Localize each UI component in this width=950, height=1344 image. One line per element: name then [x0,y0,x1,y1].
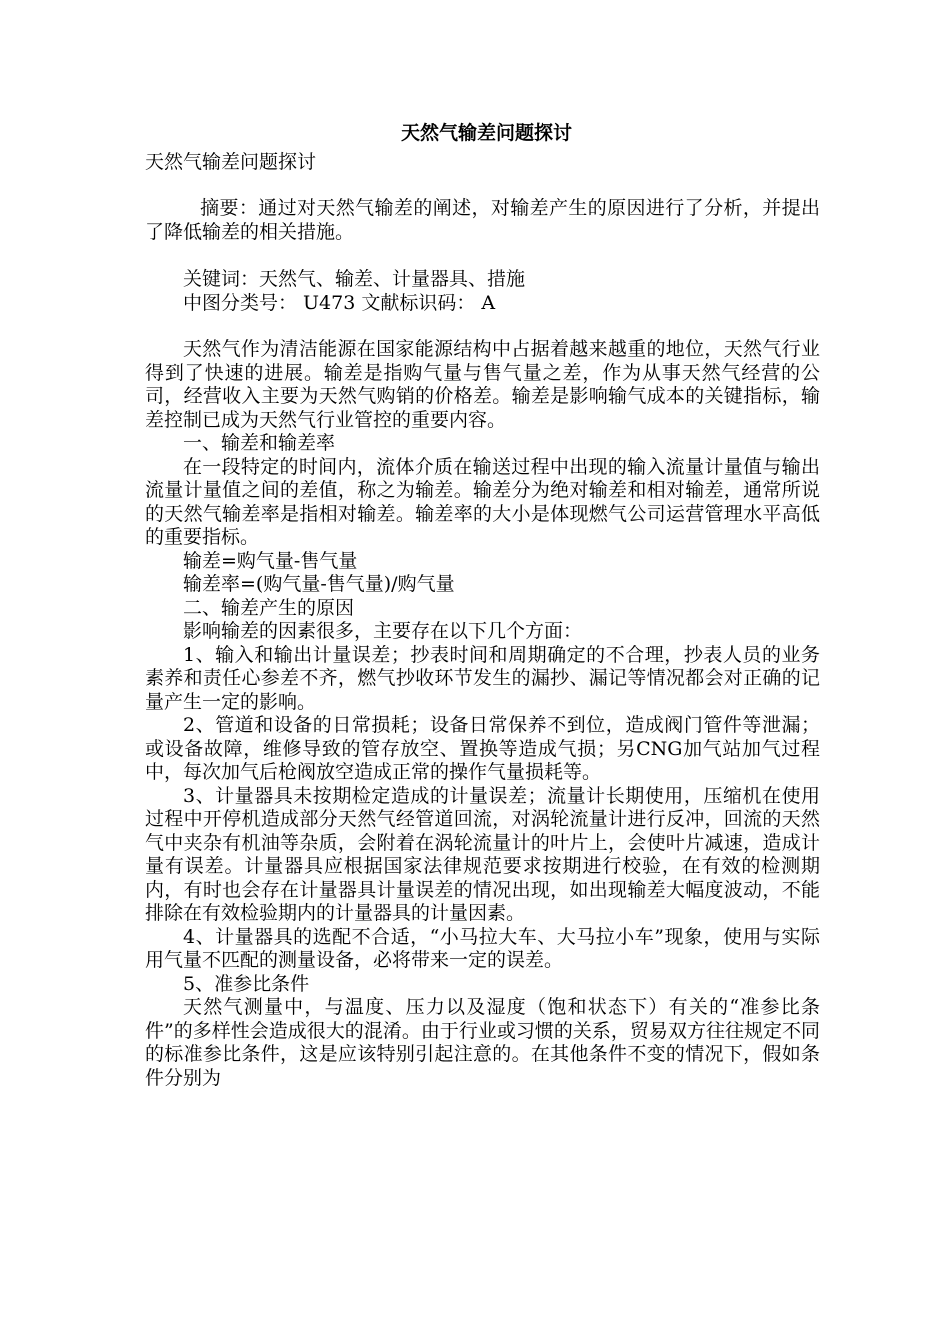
list-item-2: 2、管道和设备的日常损耗；设备日常保养不到位，造成阀门管件等泄漏；或设备故障，维修导致的管存放空、置换等造成气损；另CNG加气站加气过程中，每次加气后枪阀放空造成正常的操作气量损耗等。 [145,714,820,783]
body-paragraph-reference-conditions: 天然气测量中，与温度、压力以及湿度（饱和状态下）有关的“准参比条件”的多样性会造成很大的混淆。由于行业或习惯的关系，贸易双方往往规定不同的标准参比条件，这是应该特别引起注意的。在其他条件不变的情况下，假如条件分别为 [145,996,820,1089]
formula-line-2: 输差率=(购气量-售气量)/购气量 [183,573,455,595]
classification-line: 中图分类号： U473 文献标识码： A [183,291,496,314]
document-subtitle: 天然气输差问题探讨 [145,150,317,173]
abstract-paragraph: 摘要：通过对天然气输差的阐述，对输差产生的原因进行了分析，并提出了降低输差的相关措施。 [145,197,820,243]
list-item-1: 1、输入和输出计量误差；抄表时间和周期确定的不合理，抄表人员的业务素养和责任心参差不齐，燃气抄收环节发生的漏抄、漏记等情况都会对正确的记量产生一定的影响。 [145,643,820,713]
formula-line-1: 输差=购气量-售气量 [183,549,358,572]
spacer [145,315,820,338]
body-paragraph-definition: 在一段特定的时间内，流体介质在输送过程中出现的输入流量计量值与输出流量计量值之间的差值，称之为输差。输差分为绝对输差和相对输差，通常所说的天然气输差率是指相对输差。输差率的大小是体现燃气公司运营管理水平高低的重要指标。 [145,455,820,548]
document-title: 天然气输差问题探讨 [400,122,572,144]
document-page [145,122,820,1090]
section-heading-2: 二、输差产生的原因 [183,596,355,619]
section-heading-1: 一、输差和输差率 [183,432,336,454]
body-paragraph-factors: 影响输差的因素很多，主要存在以下几个方面： [183,620,583,642]
body-paragraph-intro: 天然气作为清洁能源在国家能源结构中占据着越来越重的地位，天然气行业得到了快速的进展。输差是指购气量与售气量之差，作为从事天然气经营的公司，经营收入主要为天然气购销的价格差。输差是影响输气成本的关键指标，输差控制已成为天然气行业管控的重要内容。 [145,338,820,431]
list-item-3: 3、计量器具未按期检定造成的计量误差；流量计长期使用，压缩机在使用过程中开停机造成部分天然气经管道回流，对涡轮流量计进行反冲，回流的天然气中夹杂有机油等杂质，会附着在涡轮流量计的叶片上，会使叶片减速，造成计量有误差。计量器具应根据国家法律规范要求按期进行校验，在有效的检测期内，有时也会存在计量器具计量误差的情况出现，如出现输差大幅度波动，不能排除在有效检验期内的计量器具的计量因素。 [145,784,820,924]
list-item-5: 5、准参比条件 [183,972,310,995]
spacer [145,244,820,268]
keywords-line: 关键词：天然气、输差、计量器具、措施 [183,268,526,290]
list-item-4: 4、计量器具的选配不合适，“小马拉大车、大马拉小车”现象，使用与实际用气量不匹配的测量设备，必将带来一定的误差。 [145,925,820,971]
